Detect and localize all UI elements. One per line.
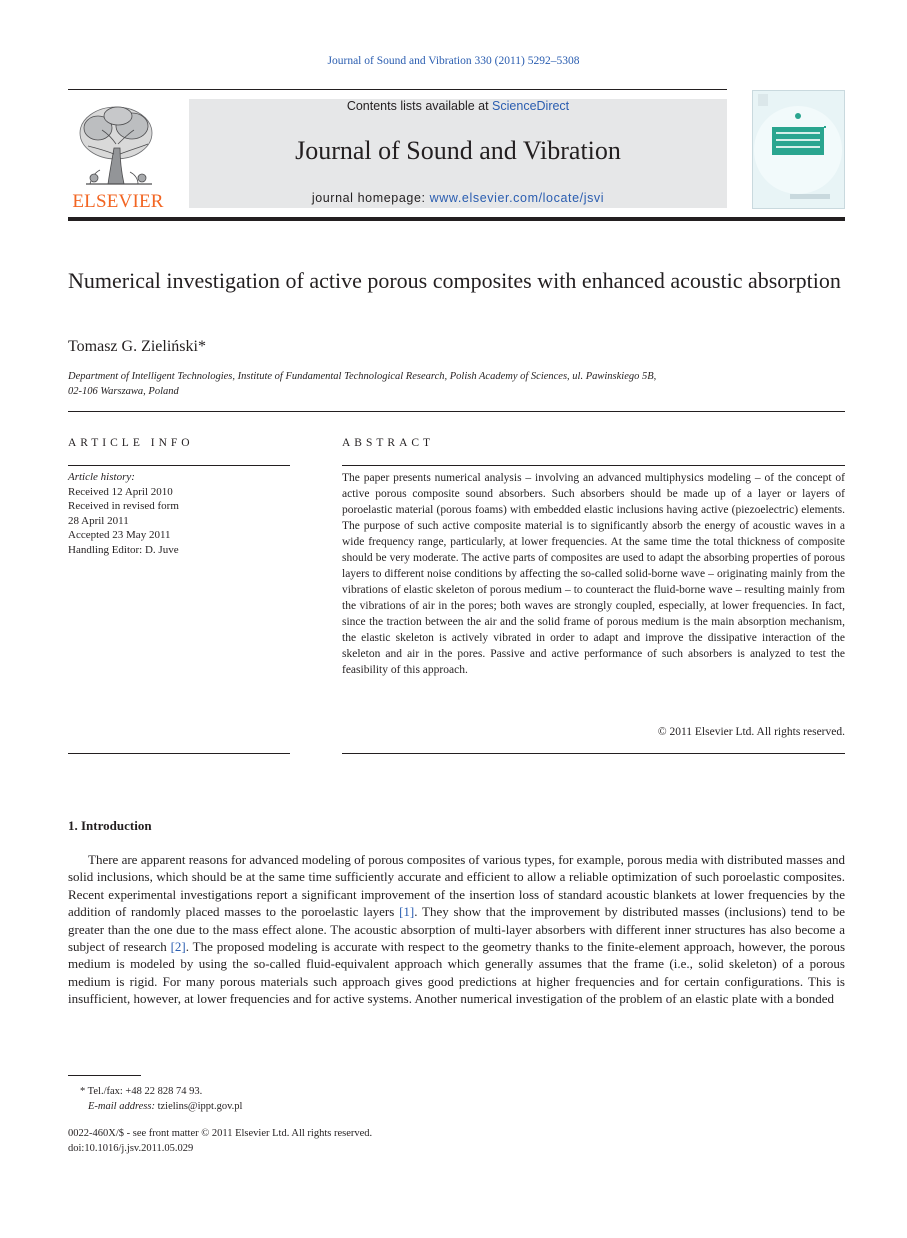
contents-availability-line — [189, 99, 727, 113]
author-line — [68, 338, 206, 356]
affiliation-line-1: Department of Intelligent Technologies, Institute of Fundamental Technological Research, Polish Academy of Sciences, ul. Pawinskiego 5B, — [68, 371, 657, 382]
abstract-text: The paper presents numerical analysis – involving an advanced multiphysics modeling – of the concept of active porous composite sound absorbers. Such absorbers should be made up of a layer or layers of poroelastic material (porous foams) with embedded elastic inclusions having active (piezoelectric) elements. The purpose of such active composite material is to significantly absorb the energy of acoustic waves in a wide frequency range, particularly, at lower frequencies. At the same time the total thickness of composite should be very moderate. The active parts of composites are used to adapt the absorbing properties of porous layers to different noise conditions by affecting the so-called solid-borne wave – originating mainly from the vibrations of elastic skeleton of porous medium – to counteract the fluid-borne wave – resulting mainly from the vibrations of air in the pores; both waves are strongly coupled, especially, at lower frequencies. In fact, since the traction between the air and the solid frame of porous medium is the main absorption mechanism, the elastic skeleton is actively vibrated in order to adapt and improve the dissipative interaction of the skeleton and air in the pores. Passive and active performance of such absorbers is analyzed to test the feasibility of this approach. — [342, 472, 845, 676]
front-matter-info — [68, 1127, 668, 1156]
article-history-label: Article history: — [68, 471, 135, 483]
abstract-copyright: © 2011 Elsevier Ltd. All rights reserved. — [657, 726, 845, 738]
footnote-divider — [68, 1075, 141, 1076]
footnote-phone: * Tel./fax: +48 22 828 74 93. — [80, 1086, 203, 1097]
header-thick-divider — [68, 217, 845, 221]
affiliation-divider — [68, 411, 845, 412]
article-info-heading: ARTICLE INFO — [68, 437, 194, 449]
author-affiliation — [68, 370, 845, 399]
email-label: E-mail address: — [88, 1101, 155, 1112]
introduction-heading: 1. Introduction — [68, 818, 152, 833]
corresponding-author-footnote — [68, 1084, 568, 1114]
article-title: Numerical investigation of active porous composites with enhanced acoustic absorption — [68, 268, 841, 293]
issn-line: 0022-460X/$ - see front matter © 2011 Elsevier Ltd. All rights reserved. — [68, 1128, 373, 1139]
doi-line[interactable]: doi:10.1016/j.jsv.2011.05.029 — [68, 1142, 194, 1154]
author-footnote-mark[interactable]: * — [197, 338, 206, 355]
journal-homepage-line — [189, 191, 727, 205]
footnote-email-line — [68, 1099, 568, 1114]
journal-cover-icon — [752, 90, 845, 209]
intro-text-part-1: There are apparent reasons for advanced modeling of porous composites of various types, for example, porous media with distributed masses and solid inclusions, which should be at the same time sufficiently accurate and efficient to allow a reliable optimization of such poroelastic composites. Recent experimental investigations report a significant improvement of the insertion loss of standard acoustic blankets at lower frequencies by the addition of randomly placed masses to the poroelastic layers — [68, 852, 845, 920]
sciencedirect-link[interactable]: ScienceDirect — [492, 99, 570, 113]
history-item: Received 12 April 2010 — [68, 485, 173, 498]
article-info-bottom-divider — [68, 753, 290, 754]
homepage-prefix: journal homepage: — [311, 191, 430, 205]
header-top-divider — [68, 89, 727, 90]
intro-text-part-3: . The proposed modeling is accurate with respect to the geometry thanks to the finite-element approach, however, the porous medium is modeled by using the so-called fluid-equivalent approach which generally assumes that the frame (i.e., solid skeleton) of a porous medium is rigid. For many porous materials such approach gives good predictions at higher frequencies and for certain configurations. This is insufficient, however, at lower frequencies and for active systems. Another numerical investigation of the problem of an elastic plate with a bonded — [68, 939, 846, 1007]
publisher-name: ELSEVIER — [72, 191, 164, 212]
history-item: Handling Editor: D. Juve — [68, 543, 179, 556]
author-email[interactable]: tzielins@ippt.gov.pl — [154, 1101, 243, 1112]
history-item: Received in revised form — [68, 500, 179, 512]
reference-link-1[interactable]: [1] — [399, 904, 415, 920]
history-item: Accepted 23 May 2011 — [68, 529, 171, 541]
journal-homepage-link[interactable]: www.elsevier.com/locate/jsvi — [429, 191, 605, 205]
article-info-top-divider — [68, 465, 290, 466]
abstract-top-divider — [342, 465, 845, 466]
author-name: Tomasz G. Zieliński — [68, 338, 198, 355]
article-history — [68, 470, 290, 557]
introduction-paragraph — [68, 851, 845, 1008]
contents-prefix: Contents lists available at — [346, 99, 493, 113]
intro-text-part-2: . They show that the improvement by distributed masses (inclusions) tend to be greater than the one due to the mass effect alone. The acoustic absorption of multi-layer absorbers with different inner structures has also become a subject of research — [68, 904, 845, 955]
journal-title: Journal of Sound and Vibration — [295, 136, 621, 165]
journal-citation-link[interactable]: Journal of Sound and Vibration 330 (2011) 5292–5308 — [327, 55, 580, 67]
history-item: 28 April 2011 — [68, 514, 129, 527]
abstract-bottom-divider — [342, 753, 845, 754]
reference-link-2[interactable]: [2] — [170, 939, 186, 955]
abstract-heading: ABSTRACT — [342, 437, 435, 449]
affiliation-line-2: 02-106 Warszawa, Poland — [68, 385, 179, 397]
